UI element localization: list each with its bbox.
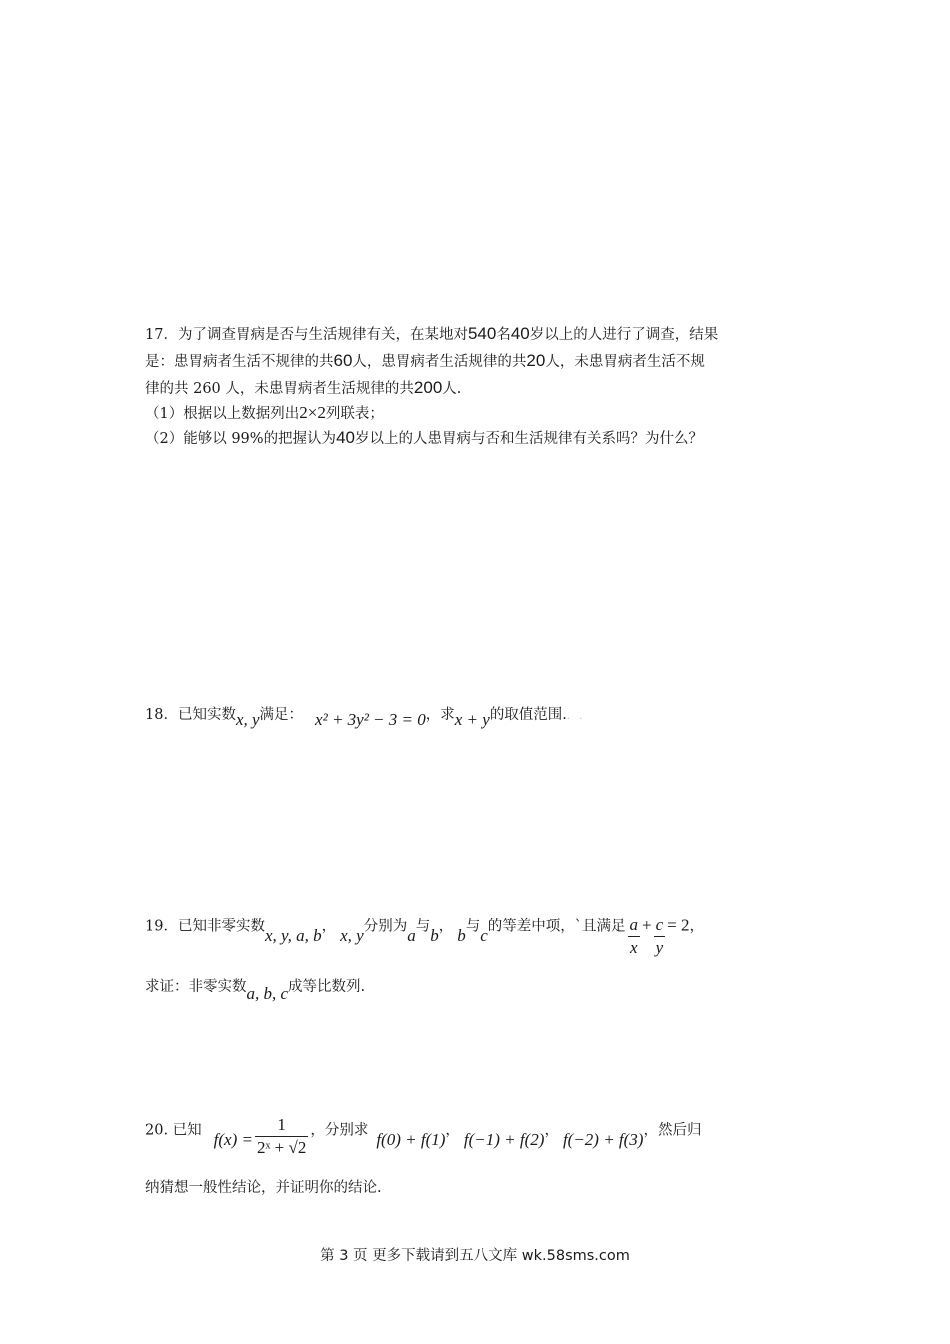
question-17 (145, 322, 815, 451)
q17-line-2: 是：患胃病者生活不规律的共60人，患胃病者生活规律的共20人，未患胃病者生活不规 (145, 351, 705, 370)
q20-fraction: $\frac{1}{\text{2ˣ + √2}}$ (256, 1115, 307, 1157)
q17-part-2: （2）能够以 99%的把握认为40岁以上的人患胃病与否和生活规律有关系吗？为什么？ (145, 428, 703, 447)
q18-line: 18．已知实数x, y满足： x² + 3y² − 3 = 0，求x + y的取值范围.. . (145, 707, 586, 729)
question-18 (145, 702, 815, 729)
q20-line-1: 20. 已知 f(x) = $\frac{1}{\text{2ˣ + √2}}$ ，分别求 f(0) + f(1)， f(−1) + f(2)， f(−2) + f(3)，然后归 (145, 1115, 702, 1157)
q17-line-3: 律的共 260 人，未患胃病者生活规律的共200人. (145, 378, 462, 397)
q19-fraction-a-over-x: $\frac{a}{x}$ (629, 915, 638, 957)
q20-line-2: 纳猜想一般性结论，并证明你的结论. (145, 1180, 382, 1196)
q19-fraction-c-over-y: $\frac{c}{y}$ (655, 915, 664, 957)
q17-part-1: （1）根据以上数据列出2×2列联表； (145, 403, 384, 422)
q17-line-1: 17．为了调查胃病是否与生活规律有关，在某地对540名40岁以上的人进行了调查，结果 (145, 324, 719, 343)
page-footer: 第 3 页 更多下载请到五八文库 wk.58sms.com (320, 1248, 630, 1264)
q19-line-1: 19．已知非零实数x, y, a, b， x, y分别为a与b， b与c的等差中项，`且满足 $\frac{a}{x}$ + $\frac{c}{y}$ = 2， (145, 915, 704, 957)
question-20 (145, 1108, 815, 1200)
q19-line-2: 求证：非零实数a, b, c成等比数列. (145, 979, 366, 1003)
question-19 (145, 904, 815, 1003)
